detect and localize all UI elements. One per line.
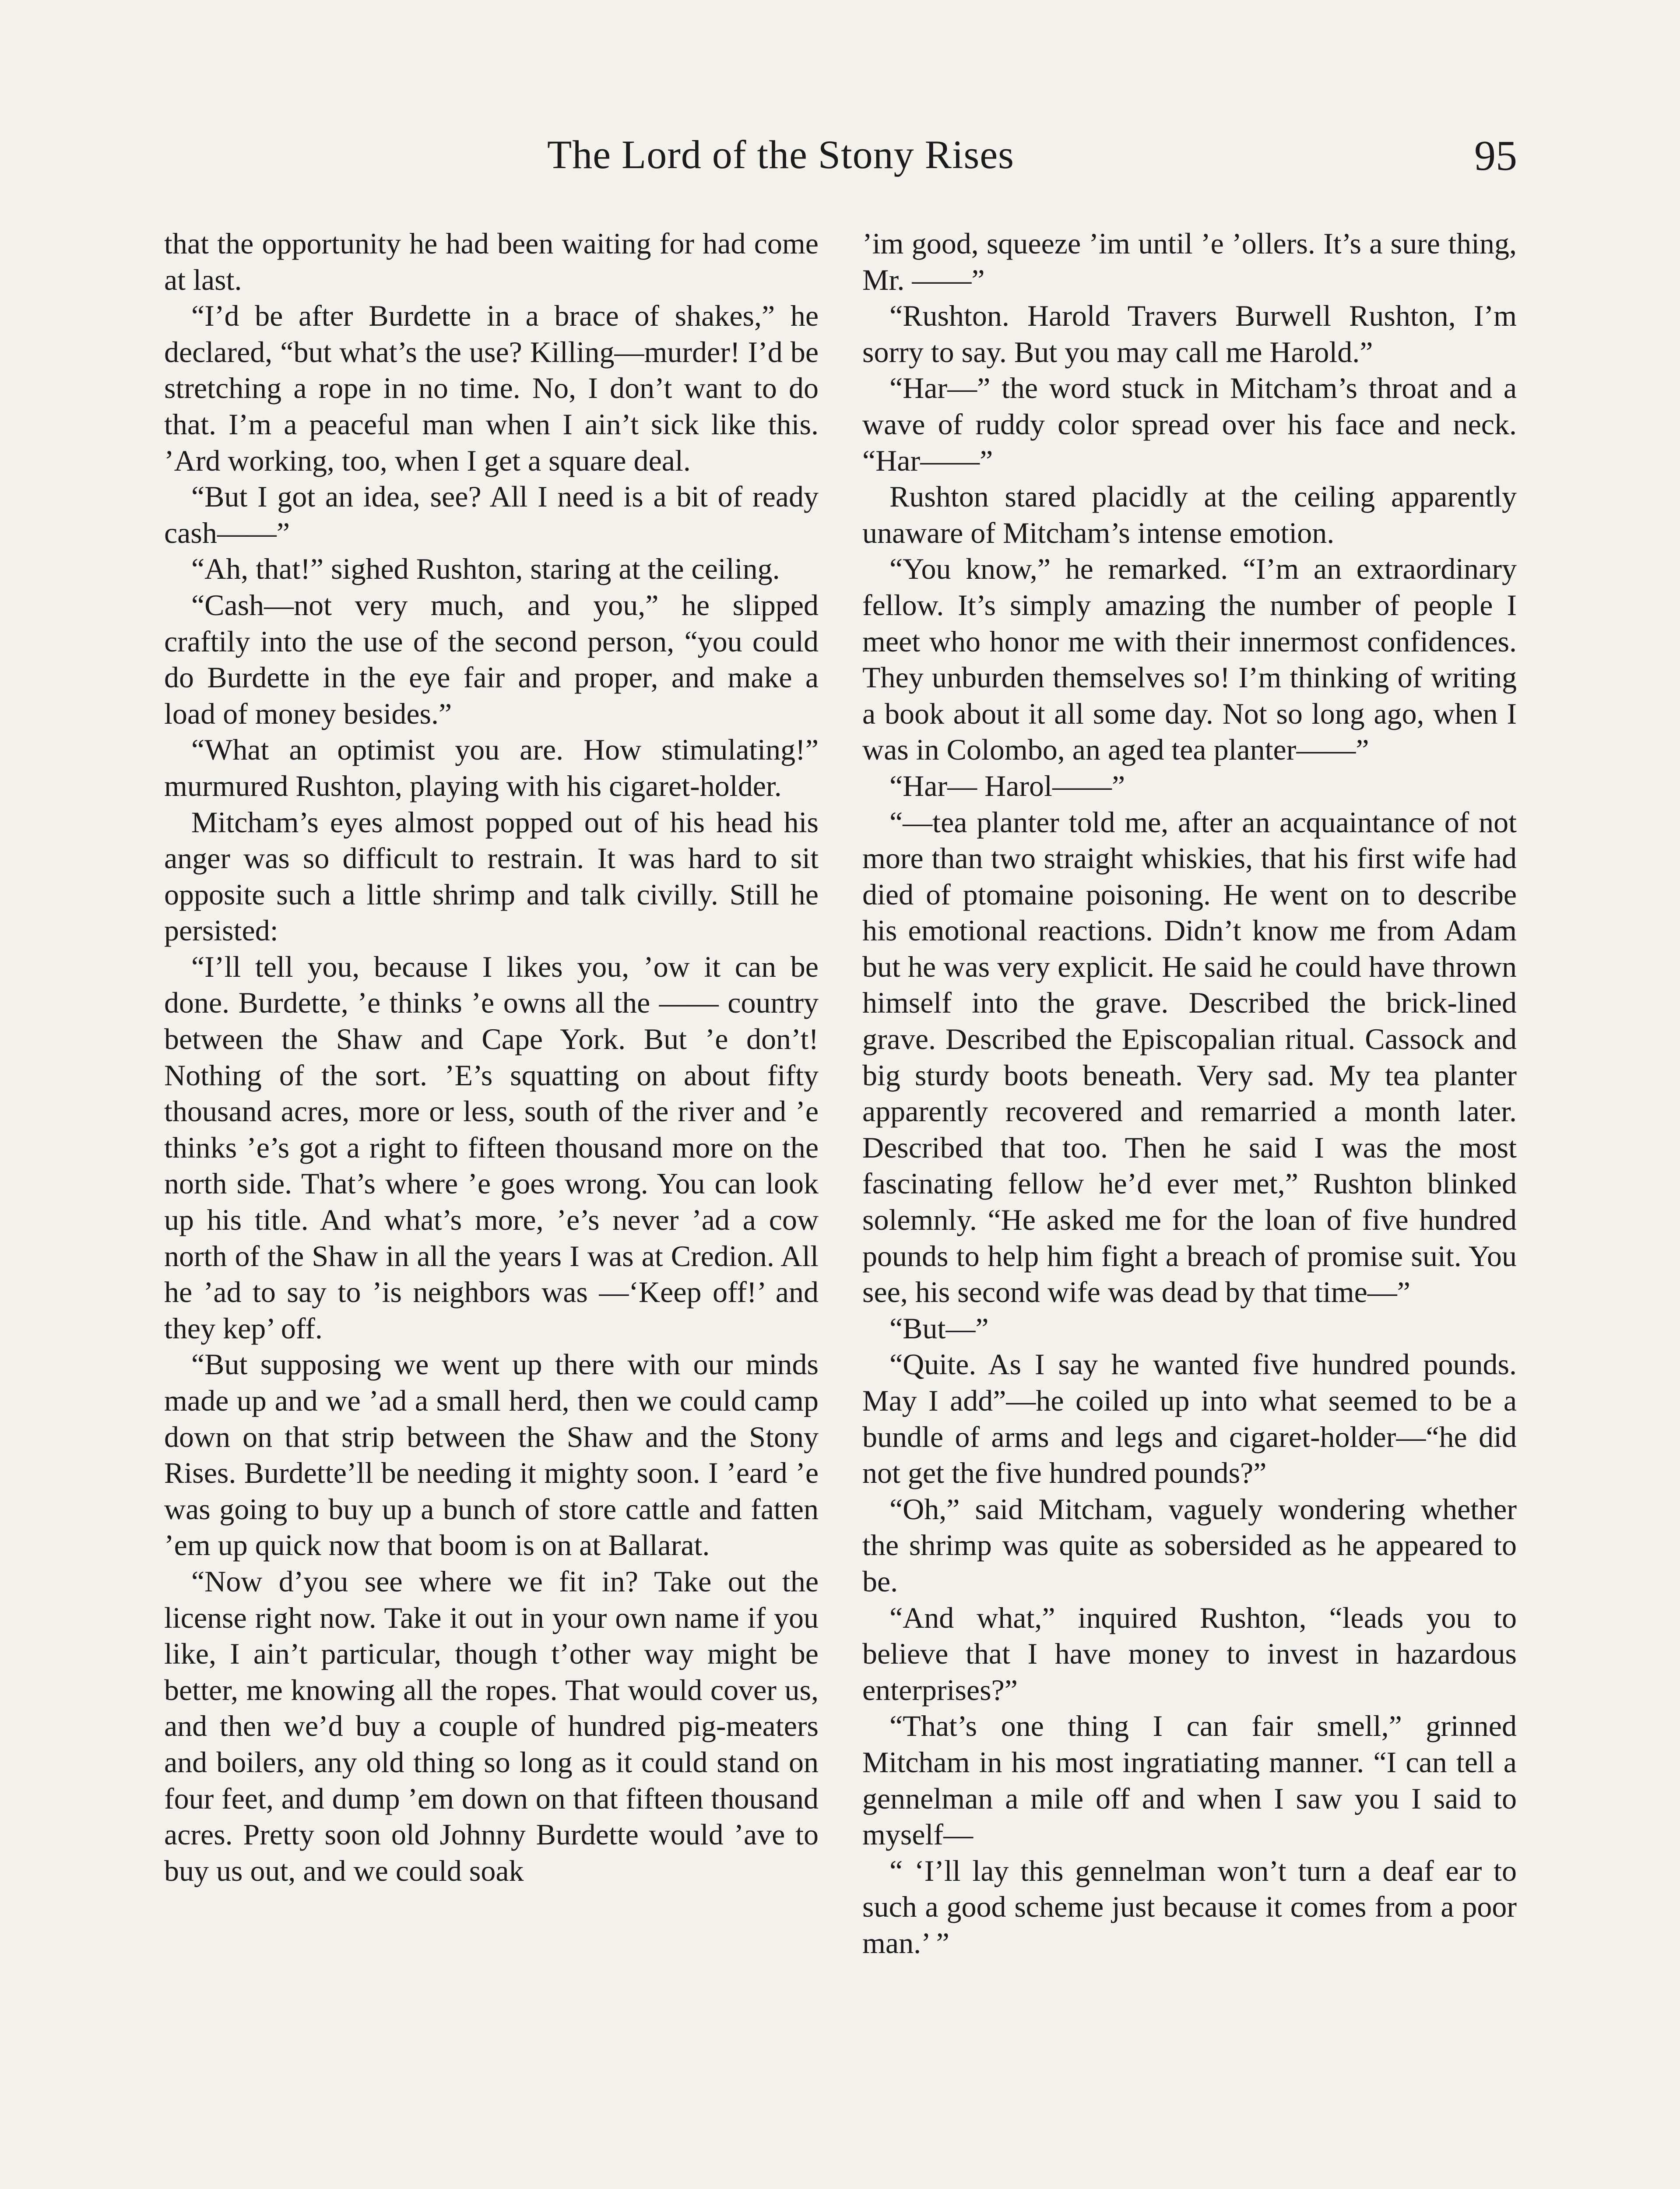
paragraph: “Har— Harol——” <box>889 769 1125 802</box>
paragraph: that the opportunity he had been waiting for had come at last. <box>164 227 819 296</box>
left-column <box>164 225 819 1889</box>
paragraph: “And what,” inquired Rushton, “leads you to believe that I have money to invest in hazardous enterprises?” <box>862 1601 1517 1707</box>
paragraph: “You know,” he remarked. “I’m an extraordinary fellow. It’s simply amazing the number of people I meet who honor me with their innermost confidences. They unburden themselves so! I’m thinking of writing a book about it all some day. Not so long ago, when I was in Colombo, an aged tea planter——” <box>862 552 1517 767</box>
right-column <box>862 225 1517 1961</box>
paragraph: “Oh,” said Mitcham, vaguely wondering whether the shrimp was quite as sobersided as he appeared to be. <box>862 1492 1517 1598</box>
paragraph: Rushton stared placidly at the ceiling apparently unaware of Mitcham’s intense emotion. <box>862 480 1517 549</box>
paragraph: “But—” <box>889 1311 989 1345</box>
paragraph: “Har—” the word stuck in Mitcham’s throat and a wave of ruddy color spread over his face and neck. “Har——” <box>862 371 1517 477</box>
paragraph: “Quite. As I say he wanted five hundred pounds. May I add”—he coiled up into what seemed to be a bundle of arms and legs and cigaret-holder—“he did not get the five hundred pounds?” <box>862 1348 1517 1490</box>
paragraph: “Cash—not very much, and you,” he slipped craftily into the use of the second person, “you could do Burdette in the eye fair and proper, and make a load of money besides.” <box>164 588 819 730</box>
paragraph: “Now d’you see where we fit in? Take out the license right now. Take it out in your own name if you like, I ain’t particular, though t’other way might be better, me knowing all the ropes. That would cover us, and then we’d buy a couple of hundred pig-meaters and boilers, any old thing so long as it could stand on four feet, and dump ’em down on that fifteen thousand acres. Pretty soon old Johnny Burdette would ’ave to buy us out, and we could soak <box>164 1564 819 1887</box>
paragraph: “ ‘I’ll lay this gennelman won’t turn a deaf ear to such a good scheme just because it comes from a poor man.’ ” <box>862 1854 1517 1960</box>
paragraph: “What an optimist you are. How stimulating!” murmured Rushton, playing with his cigaret-holder. <box>164 733 819 802</box>
paragraph: “But supposing we went up there with our minds made up and we ’ad a small herd, then we could camp down on that strip between the Shaw and the Stony Rises. Burdette’ll be needing it mighty soon. I ’eard ’e was going to buy up a bunch of store cattle and fatten ’em up quick now that boom is on at Ballarat. <box>164 1348 819 1562</box>
paragraph: “Rushton. Harold Travers Burwell Rushton, I’m sorry to say. But you may call me Harold.” <box>862 299 1517 369</box>
paragraph: ’im good, squeeze ’im until ’e ’ollers. It’s a sure thing, Mr. ——” <box>862 227 1517 296</box>
running-header <box>0 131 1680 201</box>
page-number: 95 <box>1474 132 1517 179</box>
running-title: The Lord of the Stony Rises <box>547 132 1014 177</box>
paragraph: “That’s one thing I can fair smell,” grinned Mitcham in his most ingratiating manner. “I can tell a gennelman a mile off and when I saw you I said to myself— <box>862 1709 1517 1851</box>
paragraph: “Ah, that!” sighed Rushton, staring at the ceiling. <box>191 552 780 586</box>
paragraph: “I’ll tell you, because I likes you, ’ow it can be done. Burdette, ’e thinks ’e owns all the —— country between the Shaw and Cape York. But ’e don’t! Nothing of the sort. ’E’s squatting on about fifty thousand acres, more or less, south of the river and ’e thinks ’e’s got a right to fifteen thousand more on the north side. That’s where ’e goes wrong. You can look up his title. And what’s more, ’e’s never ’ad a cow north of the Shaw in all the years I was at Credion. All he ’ad to say to ’is neighbors was —‘Keep off!’ and they kep’ off. <box>164 950 819 1345</box>
paragraph: “—tea planter told me, after an acquaintance of not more than two straight whiskies, that his first wife had died of ptomaine poisoning. He went on to describe his emotional reactions. Didn’t know me from Adam but he was very explicit. He said he could have thrown himself into the grave. Described the brick-lined grave. Described the Episcopalian ritual. Cassock and big sturdy boots beneath. Very sad. My tea planter apparently recovered and remarried a month later. Described that too. Then he said I was the most fascinating fellow he’d ever met,” Rushton blinked solemnly. “He asked me for the loan of five hundred pounds to help him fight a breach of promise suit. You see, his second wife was dead by that time—” <box>862 805 1517 1309</box>
paragraph: “I’d be after Burdette in a brace of shakes,” he declared, “but what’s the use? Killing—murder! I’d be stretching a rope in no time. No, I don’t want to do that. I’m a peaceful man when I ain’t sick like this. ’Ard working, too, when I get a square deal. <box>164 299 819 477</box>
paragraph: Mitcham’s eyes almost popped out of his head his anger was so difficult to restrain. It was hard to sit opposite such a little shrimp and talk civilly. Still he persisted: <box>164 805 819 947</box>
paragraph: “But I got an idea, see? All I need is a bit of ready cash——” <box>164 480 819 549</box>
